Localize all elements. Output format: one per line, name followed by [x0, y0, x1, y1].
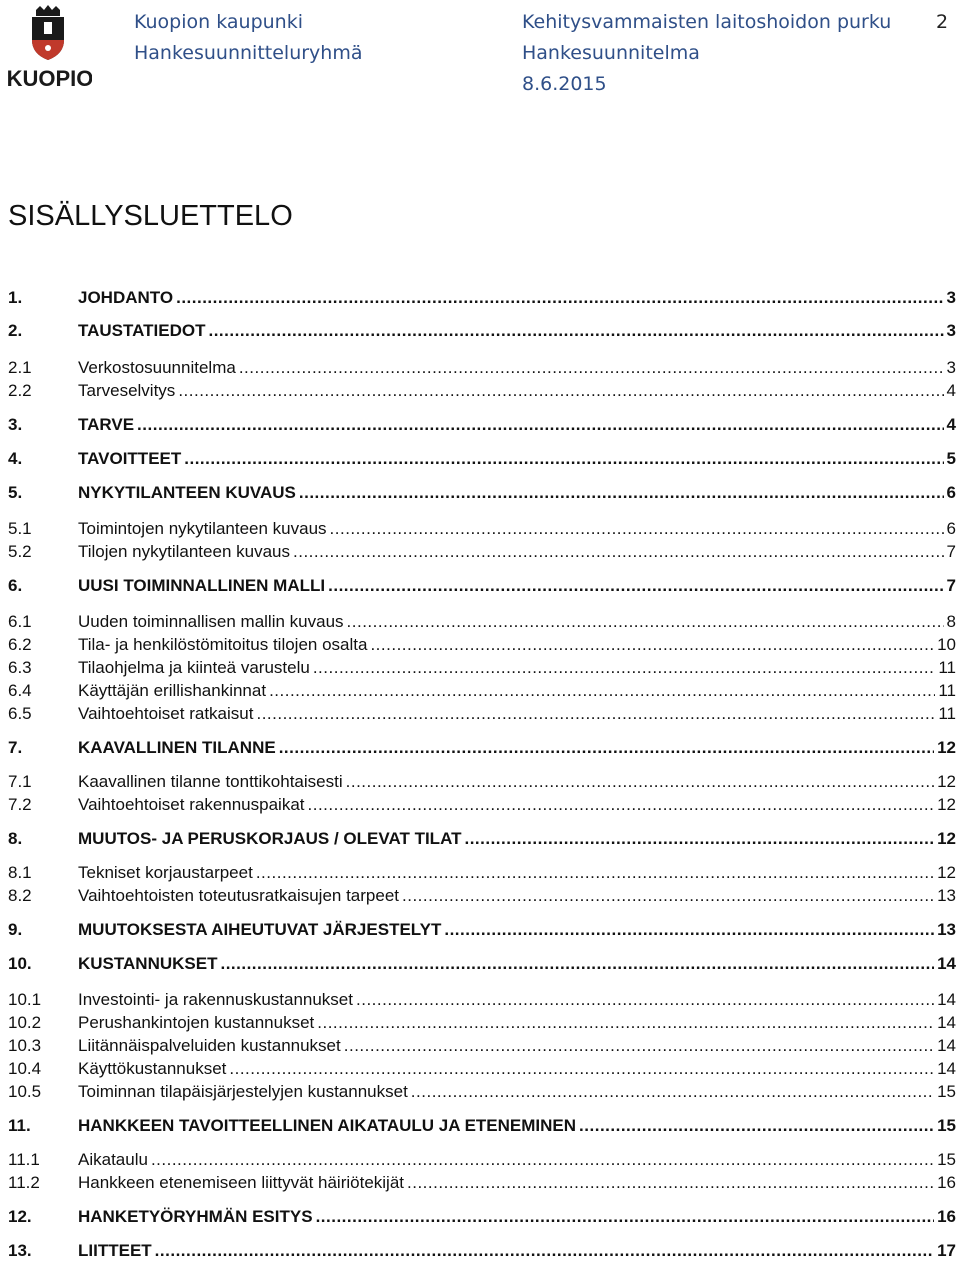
- toc-entry-page: 8: [946, 612, 956, 631]
- toc-dot-leader: [229, 1058, 934, 1080]
- toc-dot-leader: [208, 320, 943, 342]
- toc-entry-number: 6.4: [8, 681, 32, 700]
- toc-dot-leader: [269, 680, 935, 702]
- toc-entry-title[interactable]: JOHDANTO: [78, 288, 174, 307]
- kuopio-logo: [8, 4, 92, 92]
- toc-dot-leader: [176, 287, 943, 309]
- toc-entry-title[interactable]: HANKKEEN TAVOITTEELLINEN AIKATAULU JA ETENEMINEN: [78, 1116, 577, 1135]
- toc-entry[interactable]: [8, 919, 956, 941]
- toc-dot-leader: [317, 1012, 934, 1034]
- toc-entry-number: 11.: [8, 1116, 31, 1135]
- toc-entry-page: 12: [937, 829, 956, 848]
- toc-dot-leader: [220, 953, 934, 975]
- toc-entry[interactable]: [8, 794, 956, 816]
- toc-entry-page: 5: [946, 449, 956, 468]
- toc-entry-title[interactable]: Tilojen nykytilanteen kuvaus: [78, 542, 290, 561]
- toc-entry-page: 12: [937, 795, 956, 814]
- toc-entry-number: 6.3: [8, 658, 32, 677]
- toc-entry[interactable]: [8, 541, 956, 563]
- toc-entry[interactable]: [8, 1081, 956, 1103]
- toc-dot-leader: [411, 1081, 934, 1103]
- toc-entry-title[interactable]: Tila- ja henkilöstömitoitus tilojen osalta: [78, 635, 368, 654]
- toc-entry-title[interactable]: Uuden toiminnallisen mallin kuvaus: [78, 612, 344, 631]
- toc-entry-page: 14: [937, 1059, 956, 1078]
- toc-entry-number: 3.: [8, 415, 23, 434]
- toc-entry[interactable]: [8, 634, 956, 656]
- toc-entry-page: 7: [946, 542, 956, 561]
- toc-entry-page: 12: [937, 863, 956, 882]
- toc-entry-number: 13.: [8, 1241, 32, 1260]
- toc-entry-title[interactable]: UUSI TOIMINNALLINEN MALLI: [78, 576, 326, 595]
- toc-entry-number: 1.: [8, 288, 23, 307]
- toc-entry-title[interactable]: HANKETYÖRYHMÄN ESITYS: [78, 1207, 313, 1226]
- toc-dot-leader: [239, 357, 944, 379]
- header-group: Hankesuunnitteluryhmä: [134, 42, 363, 64]
- toc-entry-title[interactable]: KAAVALLINEN TILANNE: [78, 738, 276, 757]
- toc-entry-number: 10.: [8, 954, 32, 973]
- toc-entry-page: 17: [937, 1241, 956, 1260]
- toc-entry-page: 4: [946, 415, 956, 434]
- toc-entry-number: 10.4: [8, 1059, 42, 1078]
- toc-entry-page: 16: [937, 1173, 956, 1192]
- toc-entry-page: 3: [946, 288, 956, 307]
- toc-entry-title[interactable]: MUUTOKSESTA AIHEUTUVAT JÄRJESTELYT: [78, 920, 442, 939]
- toc-entry[interactable]: [8, 953, 956, 975]
- toc-entry-title[interactable]: Verkostosuunnitelma: [78, 358, 236, 377]
- toc-dot-leader: [402, 885, 934, 907]
- toc-entry-number: 8.: [8, 829, 23, 848]
- toc-entry[interactable]: [8, 1240, 956, 1262]
- toc-dot-leader: [293, 541, 944, 563]
- toc-entry-title[interactable]: TAUSTATIEDOT: [78, 321, 206, 340]
- toc-entry[interactable]: [8, 1035, 956, 1057]
- toc-entry[interactable]: [8, 657, 956, 679]
- toc-entry[interactable]: [8, 414, 956, 436]
- toc-entry-number: 10.3: [8, 1036, 42, 1055]
- toc-entry[interactable]: [8, 357, 956, 379]
- toc-dot-leader: [256, 862, 934, 884]
- toc-entry-number: 8.2: [8, 886, 32, 905]
- toc-dot-leader: [313, 657, 936, 679]
- toc-entry-number: 10.2: [8, 1013, 42, 1032]
- toc-entry-number: 4.: [8, 449, 23, 468]
- toc-entry-title[interactable]: Tilaohjelma ja kiinteä varustelu: [78, 658, 310, 677]
- toc-entry[interactable]: [8, 885, 956, 907]
- page-number: 2: [936, 11, 949, 33]
- toc-entry-title[interactable]: LIITTEET: [78, 1241, 152, 1260]
- toc-dot-leader: [464, 828, 934, 850]
- toc-entry[interactable]: [8, 737, 956, 759]
- toc-entry-number: 6.5: [8, 704, 32, 723]
- toc-entry-page: 13: [937, 886, 956, 905]
- toc-dot-leader: [370, 634, 934, 656]
- toc-entry[interactable]: [8, 1012, 956, 1034]
- toc-entry-page: 14: [937, 954, 956, 973]
- toc-entry[interactable]: [8, 828, 956, 850]
- toc-entry[interactable]: [8, 320, 956, 342]
- toc-entry-number: 11.2: [8, 1173, 40, 1192]
- toc-entry-page: 14: [937, 1036, 956, 1055]
- toc-dot-leader: [346, 771, 934, 793]
- toc-entry-title[interactable]: TAVOITTEET: [78, 449, 182, 468]
- toc-dot-leader: [344, 1035, 934, 1057]
- toc-entry-title[interactable]: Vaihtoehtoiset ratkaisut: [78, 704, 254, 723]
- header-project-title: Kehitysvammaisten laitoshoidon purku: [522, 11, 892, 33]
- toc-entry-number: 2.1: [8, 358, 32, 377]
- toc-entry-number: 5.1: [8, 519, 32, 538]
- toc-dot-leader: [178, 380, 943, 402]
- page-title: SISÄLLYSLUETTELO: [8, 200, 293, 232]
- toc-entry-number: 7.: [8, 738, 23, 757]
- toc-entry[interactable]: [8, 380, 956, 402]
- toc-entry-title[interactable]: Kaavallinen tilanne tonttikohtaisesti: [78, 772, 343, 791]
- toc-entry-page: 4: [946, 381, 956, 400]
- toc-entry-page: 12: [937, 772, 956, 791]
- toc-entry-title[interactable]: Toiminnan tilapäisjärjestelyjen kustannukset: [78, 1082, 408, 1101]
- toc-entry-title[interactable]: Vaihtoehtoisten toteutusratkaisujen tarpeet: [78, 886, 400, 905]
- toc-dot-leader: [308, 794, 935, 816]
- toc-dot-leader: [328, 575, 943, 597]
- toc-entry[interactable]: [8, 1115, 956, 1137]
- toc-entry-number: 5.: [8, 483, 23, 502]
- toc-entry-number: 7.2: [8, 795, 32, 814]
- toc-entry-title[interactable]: Liitännäispalveluiden kustannukset: [78, 1036, 341, 1055]
- toc-dot-leader: [444, 919, 934, 941]
- toc-entry-number: 2.2: [8, 381, 32, 400]
- toc-entry[interactable]: [8, 448, 956, 470]
- toc-dot-leader: [256, 703, 935, 725]
- toc-dot-leader: [137, 414, 943, 436]
- toc-entry-title[interactable]: Investointi- ja rakennuskustannukset: [78, 990, 353, 1009]
- toc-entry-title[interactable]: Käyttökustannukset: [78, 1059, 227, 1078]
- toc-entry-title[interactable]: NYKYTILANTEEN KUVAUS: [78, 483, 296, 502]
- toc-entry-title[interactable]: KUSTANNUKSET: [78, 954, 218, 973]
- toc-entry-number: 6.: [8, 576, 23, 595]
- toc-entry[interactable]: [8, 680, 956, 702]
- toc-entry-title[interactable]: MUUTOS- JA PERUSKORJAUS / OLEVAT TILAT: [78, 829, 462, 848]
- toc-entry-number: 10.5: [8, 1082, 42, 1101]
- toc-entry-title[interactable]: Toimintojen nykytilanteen kuvaus: [78, 519, 327, 538]
- toc-dot-leader: [155, 1240, 934, 1262]
- toc-entry[interactable]: [8, 1206, 956, 1228]
- toc-dot-leader: [356, 989, 934, 1011]
- toc-entry-page: 16: [937, 1207, 956, 1226]
- toc-entry-number: 8.1: [8, 863, 32, 882]
- toc-entry-page: 11: [938, 681, 956, 700]
- header-document-type: Hankesuunnitelma: [522, 42, 700, 64]
- toc-entry-title[interactable]: Vaihtoehtoiset rakennuspaikat: [78, 795, 305, 814]
- header-date: 8.6.2015: [522, 73, 607, 95]
- toc-entry-page: 15: [937, 1150, 956, 1169]
- toc-entry-title[interactable]: Käyttäjän erillishankinnat: [78, 681, 267, 700]
- toc-entry-number: 5.2: [8, 542, 32, 561]
- toc-entry-page: 6: [946, 483, 956, 502]
- toc-dot-leader: [330, 518, 944, 540]
- toc-entry-number: 7.1: [8, 772, 32, 791]
- toc-entry-page: 11: [938, 658, 956, 677]
- toc-entry-page: 3: [946, 358, 956, 377]
- toc-entry[interactable]: [8, 575, 956, 597]
- toc-dot-leader: [347, 611, 944, 633]
- toc-entry-page: 12: [937, 738, 956, 757]
- toc-entry-page: 6: [946, 519, 956, 538]
- toc-entry-title[interactable]: Tarveselvitys: [78, 381, 176, 400]
- toc-entry[interactable]: [8, 1058, 956, 1080]
- toc-entry-number: 6.2: [8, 635, 32, 654]
- toc-entry[interactable]: [8, 989, 956, 1011]
- toc-entry-title[interactable]: Hankkeen etenemiseen liittyvät häiriötekijät: [78, 1173, 405, 1192]
- toc-entry-page: 14: [937, 1013, 956, 1032]
- toc-entry-page: 13: [937, 920, 956, 939]
- toc-entry[interactable]: [8, 703, 956, 725]
- toc-entry-page: 14: [937, 990, 956, 1009]
- toc-entry-number: 2.: [8, 321, 23, 340]
- toc-entry[interactable]: [8, 518, 956, 540]
- toc-entry-number: 11.1: [8, 1150, 40, 1169]
- toc-entry-number: 12.: [8, 1207, 32, 1226]
- toc-dot-leader: [407, 1172, 934, 1194]
- toc-entry[interactable]: [8, 287, 956, 309]
- toc-entry-title[interactable]: Perushankintojen kustannukset: [78, 1013, 315, 1032]
- toc-dot-leader: [299, 482, 944, 504]
- header-organization: Kuopion kaupunki: [134, 11, 304, 33]
- toc-entry-number: 6.1: [8, 612, 32, 631]
- toc-entry[interactable]: [8, 611, 956, 633]
- toc-dot-leader: [279, 737, 934, 759]
- toc-entry-page: 7: [946, 576, 956, 595]
- toc-entry-number: 9.: [8, 920, 23, 939]
- toc-dot-leader: [316, 1206, 935, 1228]
- toc-entry[interactable]: [8, 1172, 956, 1194]
- toc-entry[interactable]: [8, 771, 956, 793]
- toc-entry-title[interactable]: TARVE: [78, 415, 135, 434]
- toc-entry[interactable]: [8, 482, 956, 504]
- toc-dot-leader: [184, 448, 943, 470]
- toc-dot-leader: [579, 1115, 934, 1137]
- toc-entry-title[interactable]: Tekniset korjaustarpeet: [78, 863, 253, 882]
- toc-entry-number: 10.1: [8, 990, 42, 1009]
- toc-entry-page: 11: [938, 704, 956, 723]
- toc-entry[interactable]: [8, 1149, 956, 1171]
- toc-entry-page: 3: [946, 321, 956, 340]
- toc-entry-title[interactable]: Aikataulu: [78, 1150, 148, 1169]
- toc-entry-page: 15: [937, 1116, 956, 1135]
- svg-text:KUOPIO: KUOPIO: [8, 66, 92, 91]
- toc-entry-page: 15: [937, 1082, 956, 1101]
- toc-entry-page: 10: [937, 635, 956, 654]
- toc-entry[interactable]: [8, 862, 956, 884]
- toc-dot-leader: [151, 1149, 934, 1171]
